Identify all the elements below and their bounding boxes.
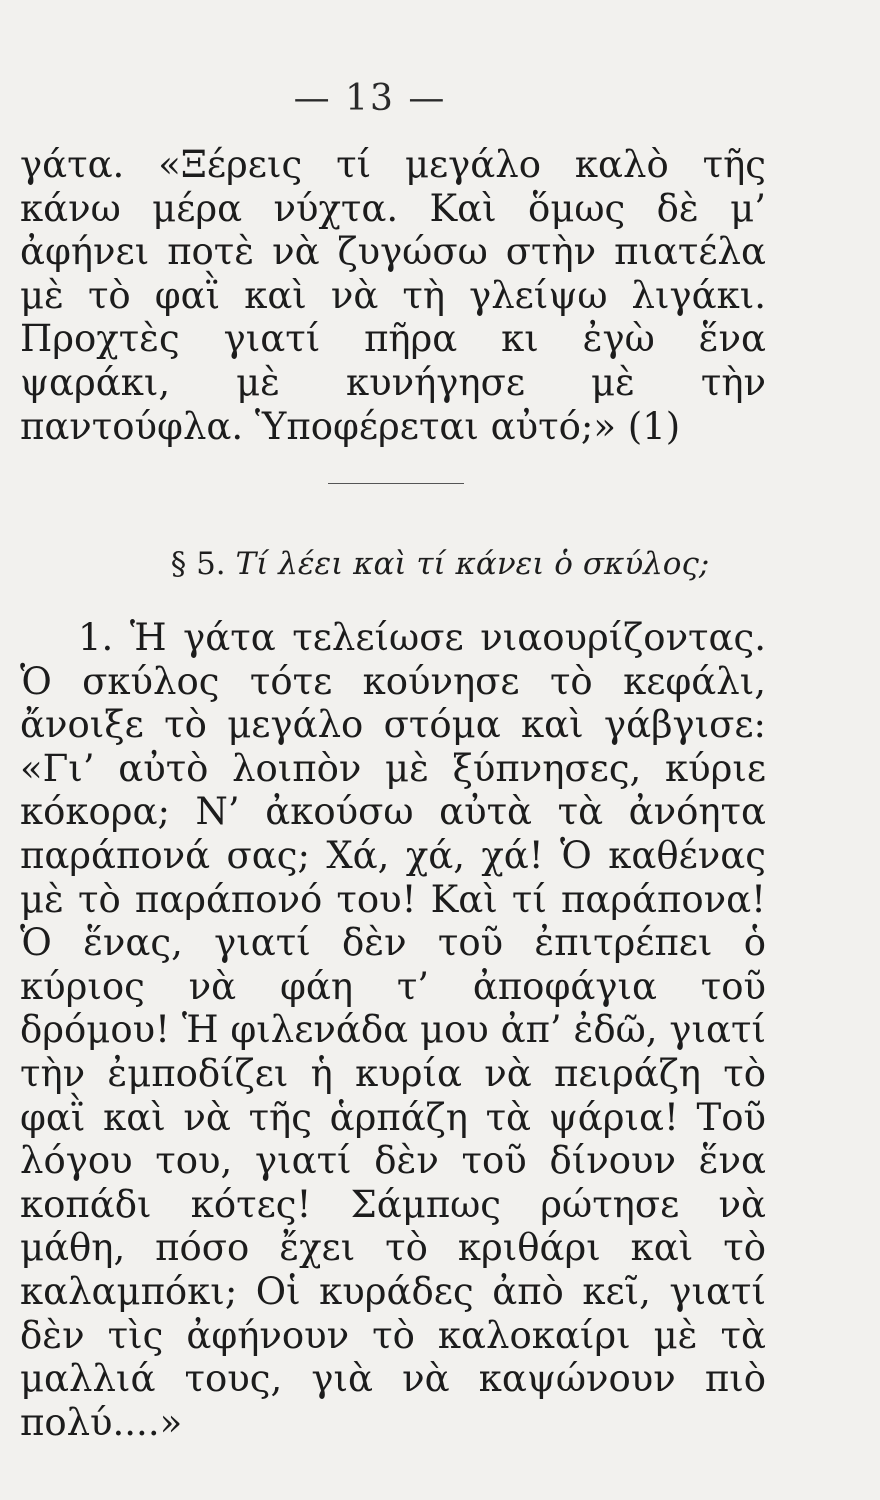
paragraph-text: Ἡ γάτα τελείωσε νιαουρίζοντας. Ὁ σκύλος τότε κούνησε τὸ κεφάλι, ἄνοιξε τὸ μεγάλο στόμα καὶ γάβγισε: «Γι’ αὐτὸ λοιπὸν μὲ ξύπνησες, κύριε κόκορα; Ν’ ἀκούσω αὐτὰ τὰ ἀνόητα παράπονά σας; Χά, χά, χά! Ὁ καθένας μὲ τὸ παράπονό του! Καὶ τί παράπονα! Ὁ ἕνας, γιατί δὲν τοῦ ἐπιτρέπει ὁ κύριος νὰ φάη τ’ ἀποφάγια τοῦ δρόμου! Ἡ φιλενάδα μου ἀπ’ ἐδῶ, γιατί τὴν ἐμποδίζει ἡ κυρία νὰ πειράζη τὸ φαῒ καὶ νὰ τῆς ἁρπάζη τὰ ψάρια! Τοῦ λόγου του, γιατί δὲν τοῦ δίνουν ἕνα κοπάδι κότες! Σάμπως ρώτησε νὰ μάθη, πόσο ἔχει τὸ κριθάρι καὶ τὸ καλαμπόκι; Οἱ κυράδες ἀπὸ κεῖ, γιατί δὲν τὶς ἀφήνουν τὸ καλοκαίρι μὲ τὰ μαλλιά τους, γιὰ νὰ καψώνουν πιὸ πολύ....» — [20, 616, 766, 1444]
body-paragraph — [20, 616, 766, 1444]
continuation-paragraph — [20, 143, 766, 448]
paragraph-number: 1. — [78, 616, 114, 659]
section-marker: § 5. — [170, 546, 226, 582]
continuation-text: γάτα. «Ξέρεις τί μεγάλο καλὸ τῆς κάνω μέρα νύχτα. Καὶ ὅμως δὲ μ’ ἀφήνει ποτὲ νὰ ζυγώσω στὴν πιατέλα μὲ τὸ φαῒ καὶ νὰ τὴ γλείψω λιγάκι. Προχτὲς γιατί πῆρα κι ἐγὼ ἕνα ψαράκι, μὲ κυνήγησε μὲ τὴν παντούφλα. Ὑποφέρεται αὐτό;» (1) — [20, 143, 766, 448]
section-heading — [0, 546, 880, 582]
section-divider — [328, 483, 464, 484]
section-title: Τί λέει καὶ τί κάνει ὁ σκύλος; — [235, 546, 710, 582]
page-number: — 13 — — [293, 78, 447, 119]
